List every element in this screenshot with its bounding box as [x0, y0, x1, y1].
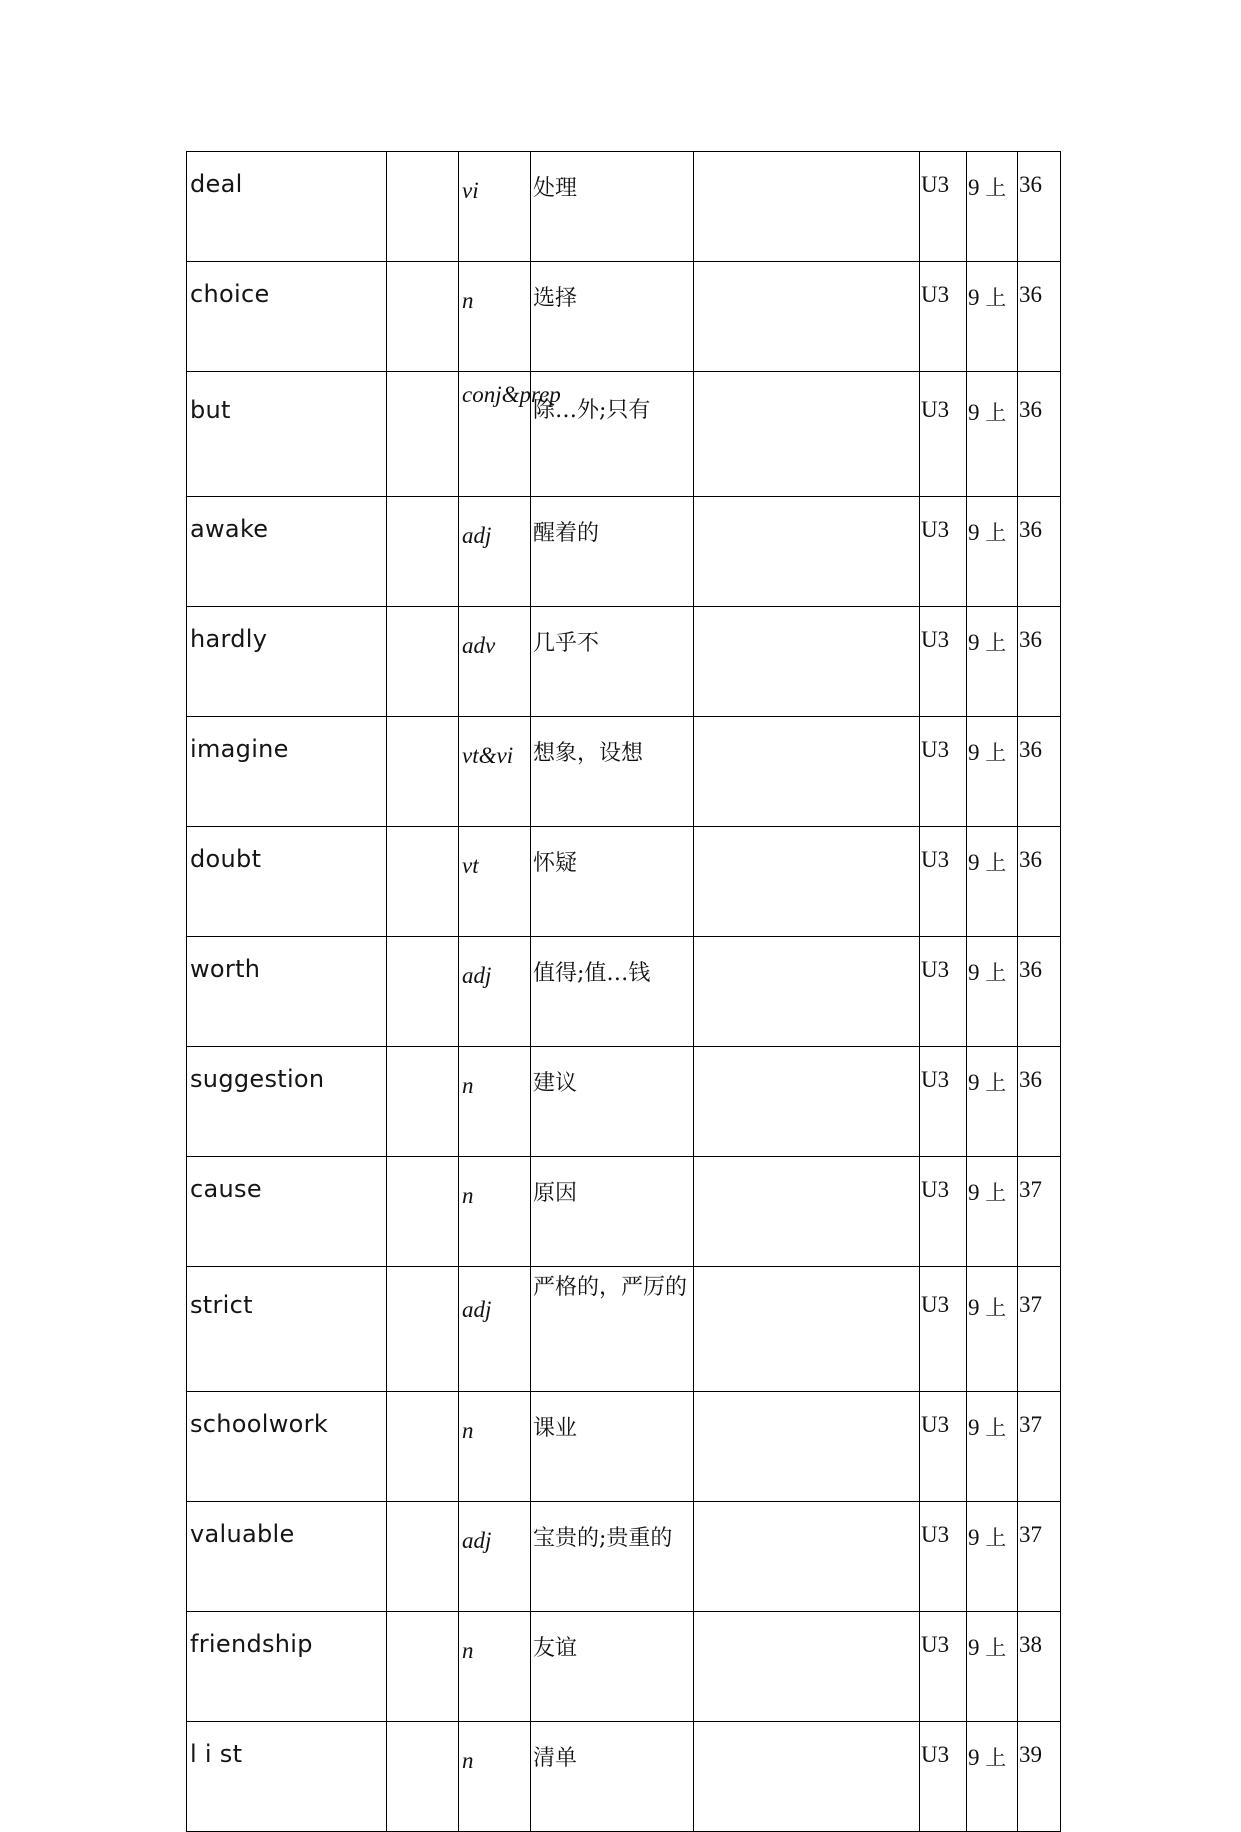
unit-cell: U3 [920, 937, 967, 1047]
blank-cell [387, 1267, 459, 1392]
page-number-cell: 37 [1018, 1157, 1061, 1267]
book-number: 9 [968, 175, 980, 200]
blank-cell [387, 262, 459, 372]
page-number-cell: 36 [1018, 262, 1061, 372]
unit-cell: U3 [920, 717, 967, 827]
book-cell [967, 372, 1018, 497]
part-of-speech-cell: n [459, 1392, 531, 1502]
book-cell [967, 827, 1018, 937]
book-number: 9 [968, 740, 980, 765]
table-row [187, 827, 1061, 937]
part-of-speech-cell: n [459, 1722, 531, 1832]
part-of-speech-cell: vt [459, 827, 531, 937]
book-number: 9 [968, 400, 980, 425]
book-number: 9 [968, 1525, 980, 1550]
word-cell: awake [187, 497, 387, 607]
page-number-cell: 36 [1018, 372, 1061, 497]
unit-cell: U3 [920, 152, 967, 262]
part-of-speech-cell: adj [459, 937, 531, 1047]
blank-cell [387, 607, 459, 717]
book-term: 上 [985, 1416, 1007, 1440]
meaning-cell: 宝贵的;贵重的 [531, 1502, 694, 1612]
meaning-cell: 清单 [531, 1722, 694, 1832]
book-number: 9 [968, 850, 980, 875]
book-term: 上 [985, 176, 1007, 200]
meaning-cell: 醒着的 [531, 497, 694, 607]
table-row [187, 1157, 1061, 1267]
meaning-cell: 怀疑 [531, 827, 694, 937]
word-cell: imagine [187, 717, 387, 827]
blank-cell [694, 827, 920, 937]
book-term: 上 [985, 631, 1007, 655]
word-cell: deal [187, 152, 387, 262]
blank-cell [387, 152, 459, 262]
unit-cell: U3 [920, 1722, 967, 1832]
meaning-cell: 除…外;只有 [531, 372, 694, 497]
table-row [187, 1722, 1061, 1832]
page-number-cell: 36 [1018, 152, 1061, 262]
meaning-cell: 值得;值…钱 [531, 937, 694, 1047]
word-cell: friendship [187, 1612, 387, 1722]
book-cell [967, 1502, 1018, 1612]
blank-cell [387, 937, 459, 1047]
unit-cell: U3 [920, 1267, 967, 1392]
book-cell [967, 937, 1018, 1047]
blank-cell [694, 1047, 920, 1157]
book-number: 9 [968, 1070, 980, 1095]
page-number-cell: 37 [1018, 1392, 1061, 1502]
table-row [187, 1502, 1061, 1612]
word-cell: but [187, 372, 387, 497]
unit-cell: U3 [920, 1392, 967, 1502]
book-term: 上 [985, 851, 1007, 875]
unit-cell: U3 [920, 607, 967, 717]
book-number: 9 [968, 1415, 980, 1440]
book-cell [967, 262, 1018, 372]
unit-cell: U3 [920, 372, 967, 497]
unit-cell: U3 [920, 1612, 967, 1722]
part-of-speech-cell: n [459, 1157, 531, 1267]
part-of-speech-cell: conj&prep [459, 372, 531, 497]
unit-cell: U3 [920, 827, 967, 937]
word-cell: choice [187, 262, 387, 372]
unit-cell: U3 [920, 262, 967, 372]
blank-cell [387, 717, 459, 827]
meaning-cell: 几乎不 [531, 607, 694, 717]
part-of-speech-cell: adj [459, 497, 531, 607]
book-term: 上 [985, 961, 1007, 985]
blank-cell [694, 937, 920, 1047]
word-cell: l i st [187, 1722, 387, 1832]
page-number-cell: 37 [1018, 1267, 1061, 1392]
blank-cell [694, 152, 920, 262]
part-of-speech-cell: n [459, 1047, 531, 1157]
blank-cell [387, 1047, 459, 1157]
unit-cell: U3 [920, 497, 967, 607]
meaning-cell: 严格的，严厉的 [531, 1267, 694, 1392]
blank-cell [694, 1157, 920, 1267]
book-cell [967, 1722, 1018, 1832]
blank-cell [387, 372, 459, 497]
book-cell [967, 1612, 1018, 1722]
word-cell: worth [187, 937, 387, 1047]
table-row [187, 607, 1061, 717]
book-cell [967, 1047, 1018, 1157]
meaning-cell: 原因 [531, 1157, 694, 1267]
page-number-cell: 36 [1018, 1047, 1061, 1157]
book-number: 9 [968, 285, 980, 310]
blank-cell [694, 607, 920, 717]
book-number: 9 [968, 520, 980, 545]
blank-cell [694, 1392, 920, 1502]
vocabulary-table-body [187, 152, 1061, 1832]
blank-cell [694, 1502, 920, 1612]
book-cell [967, 1157, 1018, 1267]
part-of-speech-cell: adv [459, 607, 531, 717]
page-number-cell: 36 [1018, 607, 1061, 717]
table-row [187, 152, 1061, 262]
word-cell: strict [187, 1267, 387, 1392]
blank-cell [694, 1267, 920, 1392]
book-term: 上 [985, 1746, 1007, 1770]
word-cell: valuable [187, 1502, 387, 1612]
blank-cell [387, 497, 459, 607]
unit-cell: U3 [920, 1047, 967, 1157]
blank-cell [694, 372, 920, 497]
table-row [187, 1392, 1061, 1502]
vocabulary-table [186, 151, 1061, 1832]
table-row [187, 497, 1061, 607]
part-of-speech-cell: vt&vi [459, 717, 531, 827]
word-cell: doubt [187, 827, 387, 937]
page-number-cell: 36 [1018, 497, 1061, 607]
book-number: 9 [968, 960, 980, 985]
meaning-cell: 处理 [531, 152, 694, 262]
blank-cell [694, 717, 920, 827]
table-row [187, 1612, 1061, 1722]
book-term: 上 [985, 521, 1007, 545]
book-cell [967, 152, 1018, 262]
table-row [187, 717, 1061, 827]
part-of-speech-cell: n [459, 262, 531, 372]
page-number-cell: 36 [1018, 827, 1061, 937]
table-row [187, 1267, 1061, 1392]
book-term: 上 [985, 741, 1007, 765]
book-cell [967, 1267, 1018, 1392]
book-cell [967, 1392, 1018, 1502]
table-row [187, 372, 1061, 497]
table-row [187, 262, 1061, 372]
book-term: 上 [985, 286, 1007, 310]
unit-cell: U3 [920, 1502, 967, 1612]
table-row [187, 937, 1061, 1047]
book-number: 9 [968, 630, 980, 655]
meaning-cell: 想象，设想 [531, 717, 694, 827]
blank-cell [694, 497, 920, 607]
book-term: 上 [985, 1071, 1007, 1095]
word-cell: cause [187, 1157, 387, 1267]
blank-cell [694, 1612, 920, 1722]
book-term: 上 [985, 401, 1007, 425]
meaning-cell: 友谊 [531, 1612, 694, 1722]
word-cell: schoolwork [187, 1392, 387, 1502]
word-cell: hardly [187, 607, 387, 717]
blank-cell [694, 1722, 920, 1832]
blank-cell [694, 262, 920, 372]
page-number-cell: 39 [1018, 1722, 1061, 1832]
book-cell [967, 717, 1018, 827]
book-cell [967, 497, 1018, 607]
book-cell [967, 607, 1018, 717]
part-of-speech-cell: vi [459, 152, 531, 262]
blank-cell [387, 1502, 459, 1612]
part-of-speech-cell: n [459, 1612, 531, 1722]
meaning-cell: 选择 [531, 262, 694, 372]
blank-cell [387, 1612, 459, 1722]
part-of-speech-cell: adj [459, 1267, 531, 1392]
book-number: 9 [968, 1295, 980, 1320]
book-term: 上 [985, 1181, 1007, 1205]
book-term: 上 [985, 1636, 1007, 1660]
table-row [187, 1047, 1061, 1157]
page-number-cell: 37 [1018, 1502, 1061, 1612]
blank-cell [387, 1157, 459, 1267]
part-of-speech-cell: adj [459, 1502, 531, 1612]
page-number-cell: 38 [1018, 1612, 1061, 1722]
blank-cell [387, 1722, 459, 1832]
unit-cell: U3 [920, 1157, 967, 1267]
page-number-cell: 36 [1018, 717, 1061, 827]
book-term: 上 [985, 1526, 1007, 1550]
word-cell: suggestion [187, 1047, 387, 1157]
book-number: 9 [968, 1180, 980, 1205]
book-number: 9 [968, 1635, 980, 1660]
blank-cell [387, 1392, 459, 1502]
page-number-cell: 36 [1018, 937, 1061, 1047]
book-number: 9 [968, 1745, 980, 1770]
book-term: 上 [985, 1296, 1007, 1320]
meaning-cell: 课业 [531, 1392, 694, 1502]
blank-cell [387, 827, 459, 937]
meaning-cell: 建议 [531, 1047, 694, 1157]
